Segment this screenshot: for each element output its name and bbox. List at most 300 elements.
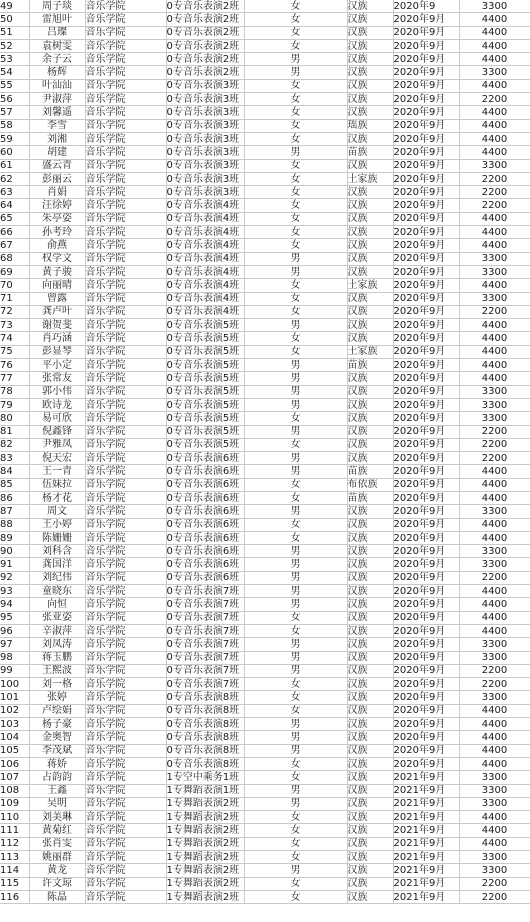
college-cell[interactable]: 音乐学院 [85,186,166,199]
class-name-cell[interactable]: 0专音乐表演6班 [166,558,244,571]
ethnicity-cell[interactable]: 汉族 [347,106,393,119]
enrollment-date-cell[interactable]: 2020年9月 [393,491,459,504]
row-number-cell[interactable]: 81 [0,425,29,438]
student-name-cell[interactable]: 余子云 [29,53,85,66]
gender-cell[interactable]: 男 [244,372,347,385]
class-name-cell[interactable]: 1专舞蹈表演2班 [166,877,244,890]
row-number-cell[interactable]: 55 [0,79,29,92]
fee-amount-cell[interactable]: 3300 [459,265,530,278]
college-cell[interactable]: 音乐学院 [85,837,166,850]
student-name-cell[interactable]: 张肖雯 [29,837,85,850]
row-number-cell[interactable]: 80 [0,412,29,425]
fee-amount-cell[interactable]: 4400 [459,359,530,372]
row-number-cell[interactable]: 78 [0,385,29,398]
enrollment-date-cell[interactable]: 2020年9月 [393,132,459,145]
gender-cell[interactable]: 女 [244,345,347,358]
student-name-cell[interactable]: 王熙波 [29,664,85,677]
class-name-cell[interactable]: 0专音乐表演4班 [166,226,244,239]
ethnicity-cell[interactable]: 汉族 [347,651,393,664]
ethnicity-cell[interactable]: 汉族 [347,26,393,39]
fee-amount-cell[interactable]: 2200 [459,877,530,890]
student-name-cell[interactable]: 王一青 [29,465,85,478]
ethnicity-cell[interactable]: 汉族 [347,744,393,757]
class-name-cell[interactable]: 0专音乐表演2班 [166,13,244,26]
student-name-cell[interactable]: 周子琰 [29,0,85,13]
row-number-cell[interactable]: 67 [0,239,29,252]
ethnicity-cell[interactable]: 汉族 [347,53,393,66]
gender-cell[interactable]: 男 [244,784,347,797]
fee-amount-cell[interactable]: 2200 [459,571,530,584]
ethnicity-cell[interactable]: 汉族 [347,79,393,92]
gender-cell[interactable]: 女 [244,0,347,13]
class-name-cell[interactable]: 0专音乐表演8班 [166,731,244,744]
class-name-cell[interactable]: 0专音乐表演6班 [166,505,244,518]
fee-amount-cell[interactable]: 4400 [459,824,530,837]
gender-cell[interactable]: 女 [244,186,347,199]
enrollment-date-cell[interactable]: 2021年9月 [393,824,459,837]
class-name-cell[interactable]: 1专舞蹈表演1班 [166,784,244,797]
enrollment-date-cell[interactable]: 2020年9月 [393,186,459,199]
enrollment-date-cell[interactable]: 2020年9月 [393,199,459,212]
row-number-cell[interactable]: 62 [0,172,29,185]
row-number-cell[interactable]: 105 [0,744,29,757]
enrollment-date-cell[interactable]: 2020年9月 [393,319,459,332]
row-number-cell[interactable]: 94 [0,598,29,611]
fee-amount-cell[interactable]: 2200 [459,305,530,318]
college-cell[interactable]: 音乐学院 [85,797,166,810]
student-name-cell[interactable]: 卢绘娟 [29,704,85,717]
class-name-cell[interactable]: 0专音乐表演2班 [166,0,244,13]
row-number-cell[interactable]: 100 [0,678,29,691]
fee-amount-cell[interactable]: 4400 [459,372,530,385]
ethnicity-cell[interactable]: 汉族 [347,664,393,677]
class-name-cell[interactable]: 0专音乐表演4班 [166,252,244,265]
student-name-cell[interactable]: 刘一格 [29,678,85,691]
college-cell[interactable]: 音乐学院 [85,172,166,185]
fee-amount-cell[interactable]: 4400 [459,13,530,26]
student-name-cell[interactable]: 蒋玉鹏 [29,651,85,664]
row-number-cell[interactable]: 84 [0,465,29,478]
ethnicity-cell[interactable]: 苗族 [347,491,393,504]
ethnicity-cell[interactable]: 汉族 [347,398,393,411]
class-name-cell[interactable]: 0专音乐表演7班 [166,598,244,611]
ethnicity-cell[interactable]: 汉族 [347,811,393,824]
row-number-cell[interactable]: 77 [0,372,29,385]
class-name-cell[interactable]: 0专音乐表演5班 [166,345,244,358]
fee-amount-cell[interactable]: 4400 [459,119,530,132]
class-name-cell[interactable]: 0专音乐表演8班 [166,704,244,717]
gender-cell[interactable]: 女 [244,93,347,106]
class-name-cell[interactable]: 0专音乐表演6班 [166,452,244,465]
ethnicity-cell[interactable]: 汉族 [347,611,393,624]
class-name-cell[interactable]: 0专音乐表演2班 [166,66,244,79]
gender-cell[interactable]: 女 [244,691,347,704]
ethnicity-cell[interactable]: 汉族 [347,624,393,637]
enrollment-date-cell[interactable]: 2021年9月 [393,877,459,890]
row-number-cell[interactable]: 50 [0,13,29,26]
enrollment-date-cell[interactable]: 2020年9月 [393,159,459,172]
row-number-cell[interactable]: 49 [0,0,29,13]
college-cell[interactable]: 音乐学院 [85,345,166,358]
class-name-cell[interactable]: 0专音乐表演4班 [166,199,244,212]
enrollment-date-cell[interactable]: 2020年9月 [393,119,459,132]
college-cell[interactable]: 音乐学院 [85,66,166,79]
row-number-cell[interactable]: 66 [0,226,29,239]
enrollment-date-cell[interactable]: 2020年9月 [393,585,459,598]
student-name-cell[interactable]: 彭丽云 [29,172,85,185]
college-cell[interactable]: 音乐学院 [85,438,166,451]
enrollment-date-cell[interactable]: 2020年9月 [393,545,459,558]
college-cell[interactable]: 音乐学院 [85,851,166,864]
class-name-cell[interactable]: 1专空中乘务1班 [166,771,244,784]
student-name-cell[interactable]: 彭显琴 [29,345,85,358]
student-name-cell[interactable]: 郭小伟 [29,385,85,398]
college-cell[interactable]: 音乐学院 [85,212,166,225]
fee-amount-cell[interactable]: 4400 [459,132,530,145]
row-number-cell[interactable]: 95 [0,611,29,624]
fee-amount-cell[interactable]: 2200 [459,93,530,106]
fee-amount-cell[interactable]: 4400 [459,704,530,717]
enrollment-date-cell[interactable]: 2020年9月 [393,292,459,305]
ethnicity-cell[interactable]: 汉族 [347,598,393,611]
student-name-cell[interactable]: 蒋娇 [29,757,85,770]
ethnicity-cell[interactable]: 汉族 [347,305,393,318]
student-name-cell[interactable]: 张常友 [29,372,85,385]
fee-amount-cell[interactable]: 3300 [459,651,530,664]
college-cell[interactable]: 音乐学院 [85,26,166,39]
student-name-cell[interactable]: 向恒 [29,598,85,611]
row-number-cell[interactable]: 112 [0,837,29,850]
row-number-cell[interactable]: 116 [0,890,29,903]
class-name-cell[interactable]: 0专音乐表演7班 [166,651,244,664]
row-number-cell[interactable]: 59 [0,132,29,145]
student-name-cell[interactable]: 黄龙 [29,864,85,877]
fee-amount-cell[interactable]: 4400 [459,226,530,239]
gender-cell[interactable]: 女 [244,478,347,491]
gender-cell[interactable]: 男 [244,558,347,571]
enrollment-date-cell[interactable]: 2020年9月 [393,26,459,39]
row-number-cell[interactable]: 87 [0,505,29,518]
college-cell[interactable]: 音乐学院 [85,79,166,92]
row-number-cell[interactable]: 82 [0,438,29,451]
row-number-cell[interactable]: 85 [0,478,29,491]
class-name-cell[interactable]: 0专音乐表演4班 [166,305,244,318]
row-number-cell[interactable]: 61 [0,159,29,172]
fee-amount-cell[interactable]: 4400 [459,146,530,159]
college-cell[interactable]: 音乐学院 [85,425,166,438]
fee-amount-cell[interactable]: 3300 [459,558,530,571]
row-number-cell[interactable]: 91 [0,558,29,571]
enrollment-date-cell[interactable]: 2020年9月 [393,305,459,318]
enrollment-date-cell[interactable]: 2020年9月 [393,265,459,278]
enrollment-date-cell[interactable]: 2020年9月 [393,106,459,119]
ethnicity-cell[interactable]: 汉族 [347,39,393,52]
fee-amount-cell[interactable]: 2200 [459,890,530,903]
class-name-cell[interactable]: 0专音乐表演5班 [166,319,244,332]
class-name-cell[interactable]: 0专音乐表演4班 [166,239,244,252]
ethnicity-cell[interactable]: 汉族 [347,412,393,425]
ethnicity-cell[interactable]: 苗族 [347,465,393,478]
enrollment-date-cell[interactable]: 2020年9月 [393,624,459,637]
gender-cell[interactable]: 女 [244,412,347,425]
class-name-cell[interactable]: 0专音乐表演7班 [166,624,244,637]
college-cell[interactable]: 音乐学院 [85,226,166,239]
ethnicity-cell[interactable]: 苗族 [347,359,393,372]
enrollment-date-cell[interactable]: 2020年9月 [393,452,459,465]
gender-cell[interactable]: 男 [244,465,347,478]
college-cell[interactable]: 音乐学院 [85,704,166,717]
fee-amount-cell[interactable]: 2200 [459,664,530,677]
college-cell[interactable]: 音乐学院 [85,119,166,132]
class-name-cell[interactable]: 0专音乐表演8班 [166,744,244,757]
fee-amount-cell[interactable]: 4400 [459,718,530,731]
class-name-cell[interactable]: 0专音乐表演4班 [166,292,244,305]
ethnicity-cell[interactable]: 汉族 [347,372,393,385]
student-name-cell[interactable]: 曾露 [29,292,85,305]
gender-cell[interactable]: 男 [244,731,347,744]
enrollment-date-cell[interactable]: 2020年9月 [393,359,459,372]
college-cell[interactable]: 音乐学院 [85,132,166,145]
ethnicity-cell[interactable]: 汉族 [347,704,393,717]
fee-amount-cell[interactable]: 3300 [459,771,530,784]
fee-amount-cell[interactable]: 2200 [459,452,530,465]
gender-cell[interactable]: 女 [244,824,347,837]
student-name-cell[interactable]: 李茂斌 [29,744,85,757]
college-cell[interactable]: 音乐学院 [85,864,166,877]
college-cell[interactable]: 音乐学院 [85,757,166,770]
gender-cell[interactable]: 男 [244,66,347,79]
student-name-cell[interactable]: 张婷 [29,691,85,704]
gender-cell[interactable]: 女 [244,877,347,890]
student-name-cell[interactable]: 金奥智 [29,731,85,744]
class-name-cell[interactable]: 1专舞蹈表演2班 [166,890,244,903]
gender-cell[interactable]: 女 [244,226,347,239]
fee-amount-cell[interactable]: 2200 [459,199,530,212]
class-name-cell[interactable]: 0专音乐表演3班 [166,146,244,159]
row-number-cell[interactable]: 107 [0,771,29,784]
ethnicity-cell[interactable]: 汉族 [347,239,393,252]
fee-amount-cell[interactable]: 4400 [459,345,530,358]
student-name-cell[interactable]: 刘纪伟 [29,571,85,584]
row-number-cell[interactable]: 83 [0,452,29,465]
enrollment-date-cell[interactable]: 2020年9月 [393,66,459,79]
gender-cell[interactable]: 女 [244,811,347,824]
student-name-cell[interactable]: 刘美琳 [29,811,85,824]
fee-amount-cell[interactable]: 4400 [459,239,530,252]
student-name-cell[interactable]: 谢贺斐 [29,319,85,332]
gender-cell[interactable]: 男 [244,664,347,677]
gender-cell[interactable]: 男 [244,505,347,518]
fee-amount-cell[interactable]: 4400 [459,531,530,544]
fee-amount-cell[interactable]: 3300 [459,252,530,265]
ethnicity-cell[interactable]: 汉族 [347,571,393,584]
class-name-cell[interactable]: 0专音乐表演4班 [166,279,244,292]
fee-amount-cell[interactable]: 3300 [459,0,530,13]
enrollment-date-cell[interactable]: 2020年9月 [393,478,459,491]
ethnicity-cell[interactable]: 布依族 [347,478,393,491]
ethnicity-cell[interactable]: 汉族 [347,757,393,770]
class-name-cell[interactable]: 0专音乐表演5班 [166,359,244,372]
college-cell[interactable]: 音乐学院 [85,146,166,159]
class-name-cell[interactable]: 0专音乐表演7班 [166,678,244,691]
enrollment-date-cell[interactable]: 2020年9月 [393,53,459,66]
row-number-cell[interactable]: 114 [0,864,29,877]
student-name-cell[interactable]: 肖巧涵 [29,332,85,345]
ethnicity-cell[interactable]: 汉族 [347,385,393,398]
ethnicity-cell[interactable]: 汉族 [347,558,393,571]
row-number-cell[interactable]: 75 [0,345,29,358]
ethnicity-cell[interactable]: 汉族 [347,438,393,451]
college-cell[interactable]: 音乐学院 [85,452,166,465]
student-name-cell[interactable]: 俞燕 [29,239,85,252]
ethnicity-cell[interactable]: 土家族 [347,279,393,292]
class-name-cell[interactable]: 0专音乐表演6班 [166,531,244,544]
gender-cell[interactable]: 男 [244,398,347,411]
fee-amount-cell[interactable]: 2200 [459,678,530,691]
row-number-cell[interactable]: 73 [0,319,29,332]
ethnicity-cell[interactable]: 汉族 [347,199,393,212]
gender-cell[interactable]: 女 [244,106,347,119]
ethnicity-cell[interactable]: 汉族 [347,265,393,278]
row-number-cell[interactable]: 111 [0,824,29,837]
row-number-cell[interactable]: 63 [0,186,29,199]
enrollment-date-cell[interactable]: 2020年9月 [393,731,459,744]
gender-cell[interactable]: 男 [244,598,347,611]
row-number-cell[interactable]: 52 [0,39,29,52]
row-number-cell[interactable]: 58 [0,119,29,132]
student-name-cell[interactable]: 占韵韵 [29,771,85,784]
ethnicity-cell[interactable]: 汉族 [347,678,393,691]
college-cell[interactable]: 音乐学院 [85,159,166,172]
college-cell[interactable]: 音乐学院 [85,890,166,903]
gender-cell[interactable]: 男 [244,425,347,438]
college-cell[interactable]: 音乐学院 [85,771,166,784]
class-name-cell[interactable]: 0专音乐表演6班 [166,465,244,478]
fee-amount-cell[interactable]: 4400 [459,39,530,52]
class-name-cell[interactable]: 0专音乐表演8班 [166,757,244,770]
gender-cell[interactable]: 女 [244,79,347,92]
row-number-cell[interactable]: 74 [0,332,29,345]
gender-cell[interactable]: 男 [244,452,347,465]
fee-amount-cell[interactable]: 3300 [459,851,530,864]
college-cell[interactable]: 音乐学院 [85,651,166,664]
row-number-cell[interactable]: 93 [0,585,29,598]
ethnicity-cell[interactable]: 汉族 [347,319,393,332]
ethnicity-cell[interactable]: 汉族 [347,771,393,784]
gender-cell[interactable]: 男 [244,146,347,159]
college-cell[interactable]: 音乐学院 [85,53,166,66]
ethnicity-cell[interactable]: 汉族 [347,691,393,704]
fee-amount-cell[interactable]: 3300 [459,638,530,651]
enrollment-date-cell[interactable]: 2021年9月 [393,797,459,810]
student-name-cell[interactable]: 黄菊红 [29,824,85,837]
row-number-cell[interactable]: 102 [0,704,29,717]
fee-amount-cell[interactable]: 4400 [459,598,530,611]
row-number-cell[interactable]: 68 [0,252,29,265]
student-name-cell[interactable]: 伍妹拉 [29,478,85,491]
student-name-cell[interactable]: 黄子骏 [29,265,85,278]
class-name-cell[interactable]: 0专音乐表演4班 [166,265,244,278]
ethnicity-cell[interactable]: 汉族 [347,66,393,79]
row-number-cell[interactable]: 110 [0,811,29,824]
college-cell[interactable]: 音乐学院 [85,491,166,504]
fee-amount-cell[interactable]: 3300 [459,159,530,172]
college-cell[interactable]: 音乐学院 [85,412,166,425]
student-name-cell[interactable]: 向丽晴 [29,279,85,292]
fee-amount-cell[interactable]: 4400 [459,585,530,598]
row-number-cell[interactable]: 98 [0,651,29,664]
fee-amount-cell[interactable]: 4400 [459,731,530,744]
ethnicity-cell[interactable]: 汉族 [347,877,393,890]
fee-amount-cell[interactable]: 4400 [459,624,530,637]
ethnicity-cell[interactable]: 汉族 [347,545,393,558]
student-name-cell[interactable]: 刘湘 [29,132,85,145]
college-cell[interactable]: 音乐学院 [85,279,166,292]
class-name-cell[interactable]: 0专音乐表演8班 [166,691,244,704]
gender-cell[interactable]: 男 [244,359,347,372]
fee-amount-cell[interactable]: 3300 [459,797,530,810]
gender-cell[interactable]: 男 [244,797,347,810]
row-number-cell[interactable]: 86 [0,491,29,504]
college-cell[interactable]: 音乐学院 [85,678,166,691]
ethnicity-cell[interactable]: 汉族 [347,0,393,13]
row-number-cell[interactable]: 69 [0,265,29,278]
gender-cell[interactable]: 男 [244,638,347,651]
ethnicity-cell[interactable]: 汉族 [347,93,393,106]
class-name-cell[interactable]: 0专音乐表演4班 [166,212,244,225]
college-cell[interactable]: 音乐学院 [85,518,166,531]
college-cell[interactable]: 音乐学院 [85,784,166,797]
college-cell[interactable]: 音乐学院 [85,824,166,837]
fee-amount-cell[interactable]: 4400 [459,53,530,66]
fee-amount-cell[interactable]: 3300 [459,292,530,305]
gender-cell[interactable]: 女 [244,704,347,717]
ethnicity-cell[interactable]: 土家族 [347,172,393,185]
college-cell[interactable]: 音乐学院 [85,332,166,345]
enrollment-date-cell[interactable]: 2020年9 [393,0,459,13]
class-name-cell[interactable]: 0专音乐表演8班 [166,718,244,731]
ethnicity-cell[interactable]: 汉族 [347,292,393,305]
enrollment-date-cell[interactable]: 2020年9月 [393,744,459,757]
enrollment-date-cell[interactable]: 2021年9月 [393,837,459,850]
class-name-cell[interactable]: 1专舞蹈表演2班 [166,864,244,877]
enrollment-date-cell[interactable]: 2020年9月 [393,172,459,185]
student-name-cell[interactable]: 王鑫 [29,784,85,797]
class-name-cell[interactable]: 0专音乐表演3班 [166,79,244,92]
gender-cell[interactable]: 女 [244,39,347,52]
class-name-cell[interactable]: 0专音乐表演5班 [166,332,244,345]
fee-amount-cell[interactable]: 4400 [459,491,530,504]
gender-cell[interactable]: 女 [244,678,347,691]
ethnicity-cell[interactable]: 汉族 [347,824,393,837]
class-name-cell[interactable]: 1专舞蹈表演2班 [166,824,244,837]
gender-cell[interactable]: 女 [244,851,347,864]
student-name-cell[interactable]: 姚丽群 [29,851,85,864]
fee-amount-cell[interactable]: 3300 [459,412,530,425]
ethnicity-cell[interactable]: 汉族 [347,797,393,810]
fee-amount-cell[interactable]: 2200 [459,425,530,438]
student-name-cell[interactable]: 倪天宏 [29,452,85,465]
fee-amount-cell[interactable]: 3300 [459,691,530,704]
class-name-cell[interactable]: 0专音乐表演3班 [166,172,244,185]
gender-cell[interactable]: 男 [244,718,347,731]
ethnicity-cell[interactable]: 汉族 [347,531,393,544]
gender-cell[interactable]: 女 [244,438,347,451]
fee-amount-cell[interactable]: 4400 [459,744,530,757]
enrollment-date-cell[interactable]: 2020年9月 [393,345,459,358]
fee-amount-cell[interactable]: 3300 [459,385,530,398]
gender-cell[interactable]: 男 [244,252,347,265]
